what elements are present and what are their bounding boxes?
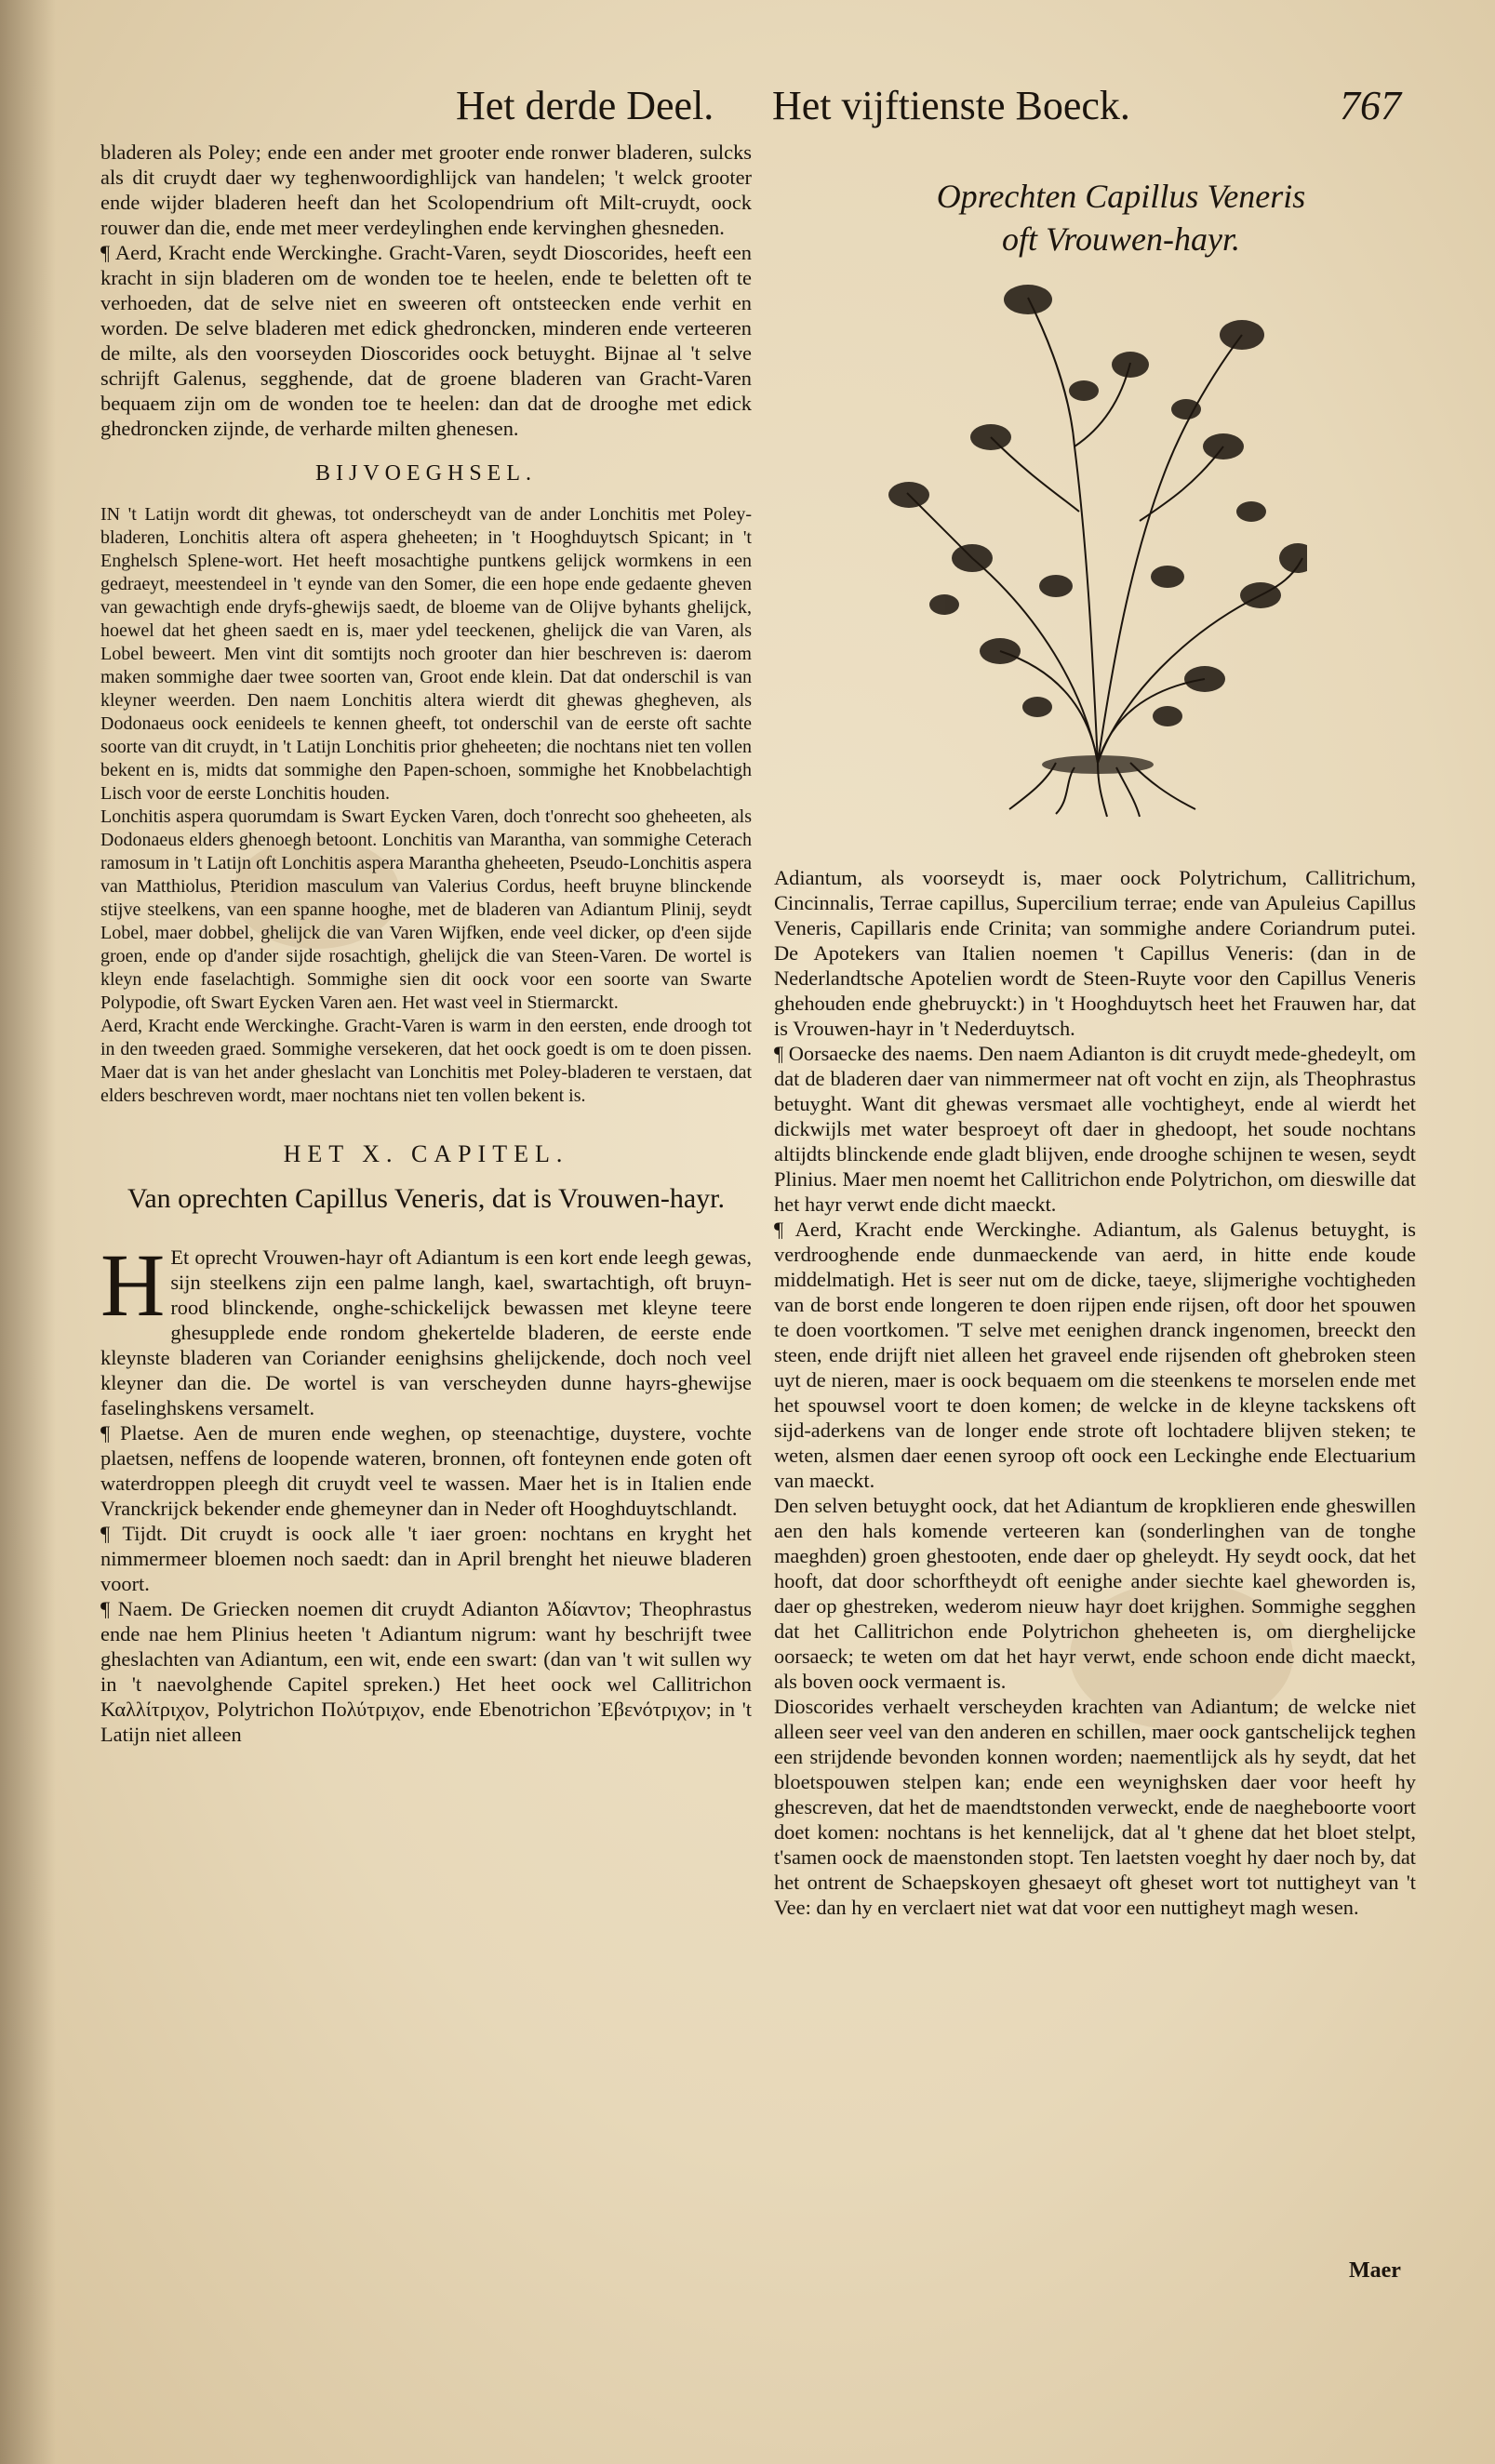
intro-paragraph: bladeren als Poley; ende een ander met grooter ende ronwer bladeren, sulcks als dit cruydt daer wy teghenwoordighlijck van handelen; 't welck grooter ende wijder bladeren heeft dan het Scolopendrium oft Milt-cruydt, oock rouwer dan die, ende met meer verdeylinghen ende kervinghen ghesneden. [100, 140, 752, 239]
catchword: Maer [1349, 2258, 1401, 2283]
oorsaecke-paragraph: ¶ Oorsaecke des naems. Den naem Adianton is dit cruydt mede-ghedeylt, om dat de bladeren daer van nimmermeer nat oft vocht en zijn, als Theophrastus betuyght. Want dit ghewas versmaet alle vochtigheyt, ende al wierdt het dickwijls met water besproeyt oft daer in ghedoopt, het soude nochtans altijdts blinckende ende gladt blijven, ende drooghe schijnen te wesen, seydt Plinius. Maer men noemt het Callitrichon ende Polytrichon, om dieswille dat het hayr verwt ende dicht maeckt. [774, 1042, 1416, 1216]
illustration-caption [837, 175, 1405, 260]
chapter-title: Van oprechten Capillus Veneris, dat is Vrouwen-hayr. [127, 1183, 725, 1214]
section-heading-bijvoeghsel: BIJVOEGHSEL. [315, 461, 537, 486]
bijvoeghsel-paragraph-1: IN 't Latijn wordt dit ghewas, tot onderscheydt van de ander Lonchitis met Poley-bladeren, Lonchitis altera oft aspera gheheeten; in 't Hooghduytsch Spicant; in 't Enghelsch Splene-wort. Het heeft mosachtighe puntkens gelijck wormkens in een gedraeyt, meestendeel in 't eynde van den Somer, die een hope ende gedaente gheven van gewachtigh ende dryfs-ghewijs saedt, de bloeme van de Olijve byhants ghelijck, hoewel dat het gheen saedt en is, maer ydel teeckenen, ghelijck die van Varen, als Lobel beweert. Men vint dit somtijts noch grooter dan hier beschreven is: daerom maken sommighe daer twee soorten van, Groot ende klein. Dat dat onderschil is van kleyner weerden. Den naem Lonchitis altera wierdt dit ghewas ghegheven, als Dodonaeus oock eenideels te kennen gheeft, tot onderschil van de eerste oft sachte soorte van dit cruydt, in 't Latijn Lonchitis prior gheheeten; die nochtans niet ten vollen bekent en is, midts dat sommighe den Papen-schoen, sommighe het Knobbelachtigh Lisch voor de eerste Lonchitis houden. [100, 504, 752, 804]
bijvoeghsel-paragraph-3: Aerd, Kracht ende Werckinghe. Gracht-Varen is warm in den eersten, ende droogh tot in den tweeden graed. Sommighe versekeren, dat het oock goedt is om te doen pissen. Maer dat is van het ander gheslacht van Lonchitis met Poley-bladeren te verstaen, dat elders beschreven wordt, maer nochtans niet ten vollen bekent is. [100, 1016, 752, 1106]
drop-cap: H [100, 1235, 166, 1335]
tijdt-paragraph: ¶ Tijdt. Dit cruydt is oock alle 't iaer groen: nochtans en kryght het nimmermeer bloemen noch saedt: dan in April brenght het nieuwe bladeren voort. [100, 1522, 752, 1595]
header-book-title: Het vijftienste Boeck. [772, 83, 1130, 128]
left-column [100, 140, 752, 2260]
dioscorides-paragraph: Dioscorides verhaelt verscheyden krachten van Adiantum; de welcke niet alleen seer veel van den anderen en schillen, maer oock gantschelijck teghen een strijdende bevonden konnen worden; naementlijck als hy seydt, dat het bloetspouwen stelpen kan; ende een weynighsken daer voor heeft hy ghescreven, dat het de maendtstonden verweckt, ende de naegheboorte voort doet komen: nochtans is het kennelijck, dat al 't ghene dat het bloet stelpt, t'samen oock de maenstonden stopt. Ten laetsten voeght hy daer noch by, dat het ontrent de Schaepskoyen ghesaeyt oft gheset wort tot nuttigheyt van 't Vee: dan hy en verclaert niet wat dat voor een nuttigheyt magh wesen. [774, 1695, 1416, 1919]
illustration-caption-line1: Oprechten Capillus Veneris [936, 178, 1306, 215]
names-paragraph: Adiantum, als voorseydt is, maer oock Polytrichum, Callitrichum, Cincinnalis, Terrae capillus, Supercilium terrae; ende van Apuleius Capillus Veneris, Capillaris ende Crinita; van sommighe andere Coriandrum putei. De Apotekers van Italien noemen 't Capillus Veneris: (dan in de Nederlandtsche Apotelien wordt de Steen-Ruyte voor den Capillus Veneris ghehouden ende ghebruyckt:) in 't Hooghduytsch heet het Frauwen har, dat is Vrouwen-hayr in 't Nederduytsch. [774, 866, 1416, 1040]
chapter-paragraph-1-text: Et oprecht Vrouwen-hayr oft Adiantum is een kort ende leegh gewas, sijn steelkens zijn een palme langh, kael, swartachtigh, oft bruyn-rood blinckende, onghe-schickelijck bewassen met kleyne teere ghesupplede ende rondom ghekertelde bladeren, de eerste ende kleynste bladeren van Coriander eenighsins ghelijckende, doch noch veel kleyner dan die. De wortel is van verscheyden dunne hayrs-ghewijse faselinghskens versamelt. [100, 1245, 752, 1419]
page-number: 767 [1340, 83, 1401, 128]
bijvoeghsel-paragraph-2: Lonchitis aspera quorumdam is Swart Eycken Varen, doch t'onrecht soo gheheeten, als Dodonaeus elders ghenoegh betoont. Lonchitis van Marantha, van sommighe Ceterach ramosum in 't Latijn oft Lonchitis aspera Marantha gheheeten, Pseudo-Lonchitis aspera van Matthiolus, Pteridion masculum van Valerius Cordus, heeft bruyne blinckende stijve steelkens, van een spanne hooghe, met de bladeren van Adiantum Plinij, seydt Lobel, maer dobbel, ghelijck die van Varen Wijfken, ende veel dicker, op d'een sijde groen, ende op d'ander sijde rosachtigh, ghelijck die van Steen-Varen. De wortel is kleyn ende faselachtigh. Sommighe sien dit oock voor een soorte van Swarte Polypodie, oft Swart Eycken Varen aen. Het wast veel in Stiermarckt. [100, 806, 752, 1013]
betuyght-paragraph: Den selven betuyght oock, dat het Adiantum de kropklieren ende gheswillen aen den hals komende verteeren kan (sonderlinghen van de tonghe maeghden) groen ghestooten, ende daer op gheleydt. Hy seydt oock, dat het hooft, dat door schorftheydt oft eenighe ander siechte kael gheworden is, daer op ghestreken, wederom nieuw hayr doet krijghen. Sommighe segghen dat het Callitrichon ende Polytrichon gheheeten is, om dierghelijcke oorsaeck; te weten om dat het hayr verwt, ende schoon ende dicht maeckt, als boven oock vermaent is. [774, 1494, 1416, 1693]
plaetse-paragraph: ¶ Plaetse. Aen de muren ende weghen, op steenachtige, duystere, vochte plaetsen, neffens de loopende wateren, bronnen, oft fonteynen ende goten oft waterdroppen pleegh dit cruydt veel te wassen. Maer het is in Italien ende Vranckrijck bekender ende ghemeyner dan in Neder oft Hooghduytschlandt. [100, 1421, 752, 1520]
kracht-paragraph: ¶ Aerd, Kracht ende Werckinghe. Adiantum, als Galenus betuyght, is verdrooghende ende dunmaeckende van aerd, in hitte ende koude middelmatigh. Het is seer nut om de dicke, taeye, slijmerighe vochtigheden van de borst ende longeren te doen rijpen ende rijsen, oft door het spouwen te doen voortkomen. 'T selve met eenighen dranck ingenomen, breeckt den steen, ende drijft niet alleen het graveel ende rijsenden oft ghebroken steen uyt de nieren, maer is oock bequaem om die steenkens te morselen ende met het spouwsel voort te doen komen; de welcke in de kleyne tackskens oft sijd-aderkens van de longer ende strote oft lochtadere blijven steken; te weten, alsmen daer eenen syroop oft oock een Leckinghe ende Electuarium van maeckt. [774, 1218, 1416, 1492]
chapter-paragraph-1 [100, 1235, 752, 1420]
running-header [0, 82, 1495, 147]
right-column [774, 865, 1416, 2260]
illustration-caption-line2: oft Vrouwen-hayr. [1002, 220, 1240, 258]
aerd-paragraph: ¶ Aerd, Kracht ende Werckinghe. Gracht-Varen, seydt Dioscorides, heeft een kracht in sijn bladeren om de wonden toe te heelen, ende te beletten oft te verhoeden, dat de selve niet en sweeren oft ontsteecken ende verhit en worden. De selve bladeren met edick ghedroncken, minderen ende verteeren de milte, als den voorseyden Dioscorides oock betuyght. Bijnae al 't selve schrijft Galenus, segghende, dat de groene bladeren van Gracht-Varen bequaem zijn om de wonden toe te heelen: dan dat de drooghe met edick ghedroncken zijnde, de verharde milten ghenesen. [100, 241, 752, 440]
maidenhair-fern-woodcut [888, 279, 1307, 819]
header-part-title: Het derde Deel. [456, 83, 714, 128]
naem-paragraph: ¶ Naem. De Griecken noemen dit cruydt Adianton Ἀδίαντον; Theophrastus ende nae hem Plinius heeten 't Adiantum nigrum: want hy beschrijft twee gheslachten van Adiantum, een wit, ende een swart: (dan van 't wit sullen wy in 't naevolghende Capitel spreken.) Het heet oock wel Callitrichon Καλλίτριχον, Polytrichon Πολύτριχον, ende Ebenotrichon Ἐβενότριχον; in 't Latijn niet alleen [100, 1597, 752, 1746]
chapter-heading: HET X. CAPITEL. [283, 1140, 569, 1167]
gutter-shadow [0, 0, 56, 2464]
